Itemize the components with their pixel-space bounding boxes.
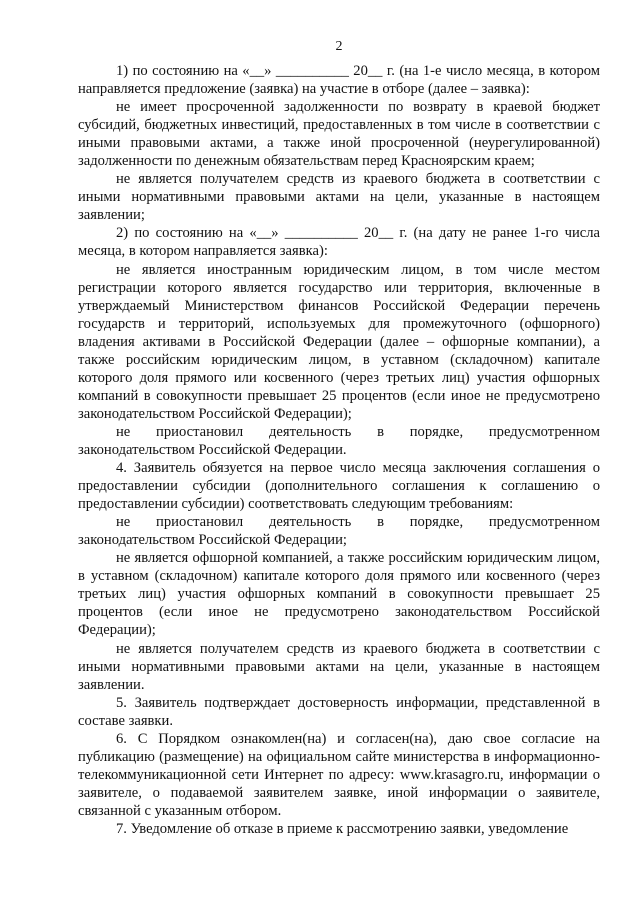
paragraph-clause-5: 5. Заявитель подтверждает достоверность информации, представленной в составе заявки. [78, 694, 600, 729]
paragraph-not-budget-recipient-2: не является получателем средств из краевого бюджета в соответствии с иными нормативными правовыми актами на цели, указанные в настоящем заявлении. [78, 640, 600, 693]
paragraph-clause-6: 6. С Порядком ознакомлен(на) и согласен(на), даю свое согласие на публикацию (размещение) на официальном сайте министерства в информационно-телекоммуникационной сети Интернет по адресу: www.krasagro.ru, информации о заявителе, о подаваемой заявителем заявке, иной информации о заявителе, связанной с указанным отбором. [78, 730, 600, 819]
paragraph-not-suspended: не приостановил деятельность в порядке, предусмотренном законодательством Российской Федерации. [78, 423, 600, 458]
paragraph-not-suspended-2: не приостановил деятельность в порядке, предусмотренном законодательством Российской Федерации; [78, 514, 600, 549]
page-number: 2 [335, 39, 343, 54]
paragraph-not-budget-recipient: не является получателем средств из краевого бюджета в соответствии с иными нормативными правовыми актами на цели, указанные в настоящем заявлении; [78, 171, 600, 224]
paragraph-clause-2: 2) по состоянию на «__» __________ 20__ г. (на дату не ранее 1-го числа месяца, в котором направляется заявка): [78, 225, 600, 260]
paragraph-not-foreign-entity: не является иностранным юридическим лицом, в том числе местом регистрации которого является государство или территория, включенные в утверждаемый Министерством финансов Российской Федерации перечень государств и территорий, используемых для промежуточного (офшорного) владения активами в Российской Федерации (далее – офшорные компании), а также российским юридическим лицом, в уставном (складочном) капитале которого доля прямого или косвенного (через третьих лиц) участия офшорных компаний в совокупности превышает 25 процентов (если иное не предусмотрено законодательством Российской Федерации); [78, 261, 600, 422]
paragraph-clause-4: 4. Заявитель обязуется на первое число месяца заключения соглашения о предоставлении субсидии (дополнительного соглашения к соглашению о предоставлении субсидии) соответствовать следующим требованиям: [78, 460, 600, 513]
paragraph-clause-1: 1) по состоянию на «__» __________ 20__ г. (на 1-е число месяца, в котором направляется предложение (заявка) на участие в отборе (далее – заявка): [78, 63, 600, 98]
paragraph-not-offshore: не является офшорной компанией, а также российским юридическим лицом, в уставном (складочном) капитале которого доля прямого или косвенного (через третьих лиц) участия офшорных компаний в совокупности превышает 25 процентов (если иное не предусмотрено законодательством Российской Федерации); [78, 550, 600, 639]
paragraph-clause-7: 7. Уведомление об отказе в приеме к рассмотрению заявки, уведомление [116, 820, 569, 837]
paragraph-no-overdue-debt: не имеет просроченной задолженности по возврату в краевой бюджет субсидий, бюджетных инвестиций, предоставленных в том числе в соответствии с иными правовыми актами, а также иной просроченной (неурегулированной) задолженности по денежным обязательствам перед Красноярским краем; [78, 99, 600, 170]
